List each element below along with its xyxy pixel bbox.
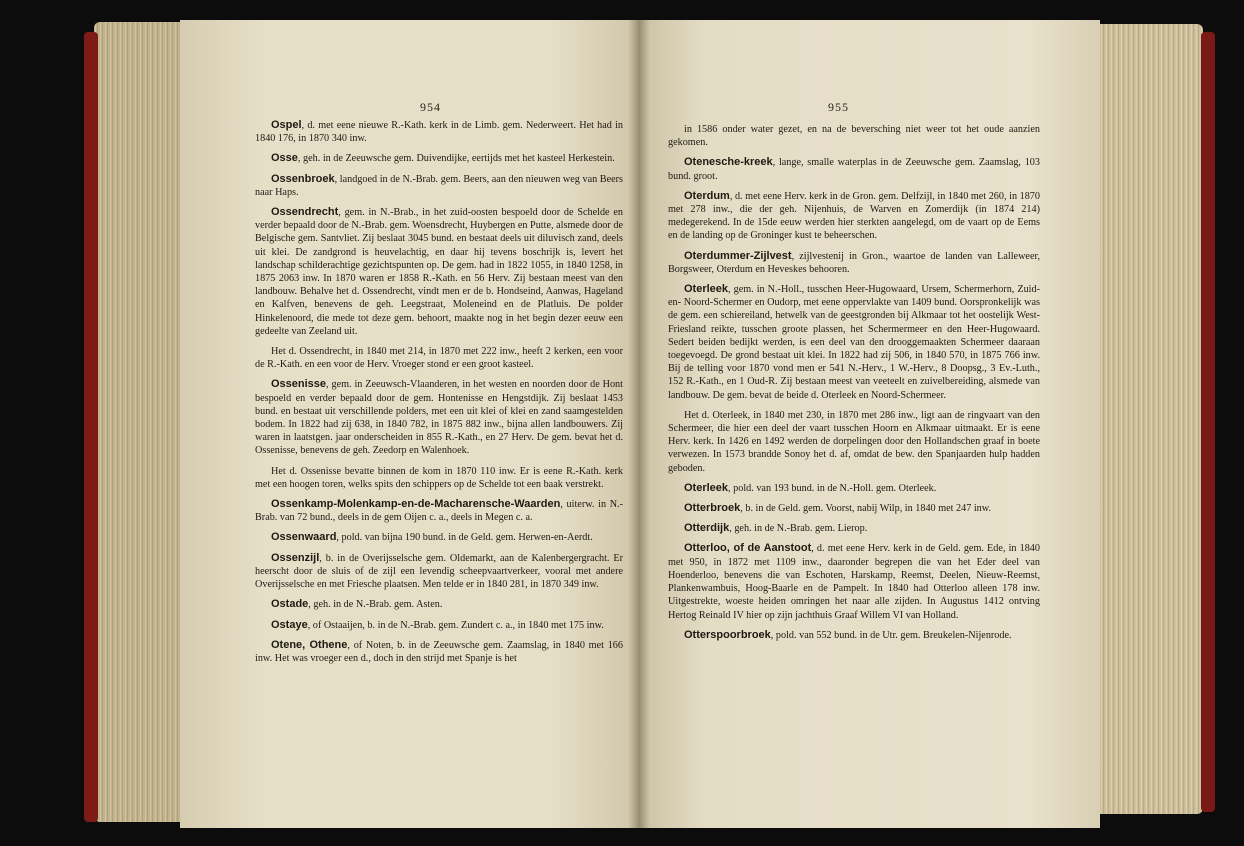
dictionary-entry: [668, 190, 1040, 243]
entry-text: , b. in de Geld. gem. Voorst, nabij Wilp, in 1840 met 247 inw.: [740, 503, 992, 515]
entry-headword: Oterleek: [684, 283, 729, 296]
dictionary-entry: [255, 378, 623, 457]
entry-text: , gem. in N.-Brab., in het zuid-oosten bespoeld door de Schelde en verder bepaald door de N.-Brab. gem. Woensdrecht, Huybergen en Putte, alsmede door de Belgische gem. Santvliet. Zij beslaat 3045 bund. en bestaat deels uit diluvisch zand, deels uit klei. De zandgrond is heuvelachtig, en daar hij tevens boschrijk is, levert het landschap schilderachtige gezichtspunten op. De gem. had in 1822 1055, in 1840 1258, in 1875 2063 inw. In 1870 waren er 1858 R.-Kath. en 56 Herv. Zij bestaan meest van den landbouw. Behalve het d. Ossendrecht, vindt men er de b. Hondseind, Aanwas, Hageland en Kalfven, benevens de geh. Leegstraat, Moleneind en de Platluis. De polder Hinkelenoord, die mede tot deze gem. behoort, maakte nog in het begin dezer eeuw een gedeelte van Zeeland uit.: [255, 207, 623, 337]
entry-text: , pold. van 193 bund. in de N.-Holl. gem. Oterleek.: [728, 482, 937, 494]
entry-text: , geh. in de N.-Brab. gem. Lierop.: [729, 523, 868, 535]
entry-text: , pold. van bijna 190 bund. in de Geld. gem. Herwen-en-Aerdt.: [336, 532, 593, 544]
dictionary-entry: [255, 531, 623, 544]
dictionary-entry: [668, 502, 1040, 515]
dictionary-entry: [668, 482, 1040, 495]
entry-headword: Otterspoorbroek: [684, 628, 771, 641]
right-page-edges: [1095, 24, 1203, 814]
entry-text: , landgoed in de N.-Brab. gem. Beers, aan den nieuwen weg van Beers naar Haps.: [255, 173, 623, 198]
right-page-number: 955: [828, 100, 849, 114]
entry-headword: Ossenkamp-Molenkamp-en-de-Macharensche-Waarden: [271, 498, 561, 511]
dictionary-entry: [255, 465, 623, 491]
entry-text: , of Ostaaijen, b. in de N.-Brab. gem. Zundert c. a., in 1840 met 175 inw.: [307, 619, 604, 631]
entry-headword: Ossendrecht: [271, 206, 339, 219]
entry-text: in 1586 onder water gezet, en na de beversching niet weer tot het oude aanzien gekomen.: [668, 124, 1040, 149]
right-page-text: [668, 123, 1040, 649]
entry-text: Het d. Oterleek, in 1840 met 230, in 1870 met 286 inw., ligt aan de ringvaart van den Schermeer, die hier een deel der vaart tusschen Hoorn en Alkmaar uitmaakt. Er is eene Herv. kerk. In 1426 en 1492 werden de dorpelingen door den Hollandschen graaf in boete verwezen. In 1573 brandde Sonoy het d. af, omdat de bew. den Spanjaarden hulp hadden geboden.: [668, 409, 1040, 474]
left-page-number: 954: [420, 100, 441, 114]
dictionary-entry: [255, 173, 623, 199]
entry-text: , of Noten, b. in de Zeeuwsche gem. Zaamslag, in 1840 met 166 inw. Het was vroeger een d., doch in den strijd met Spanje is het: [255, 639, 623, 664]
entry-headword: Ossenbroek: [271, 172, 335, 185]
entry-headword: Oterdum: [684, 189, 730, 202]
entry-headword: Otterbroek: [684, 502, 741, 515]
dictionary-entry: [255, 498, 623, 524]
dictionary-entry: [668, 409, 1040, 475]
entry-headword: Ossenisse: [271, 378, 327, 391]
entry-text: , uiterw. in N.-Brab. van 72 bund., deels in de gem Oijen c. a., deels in Megen c. a.: [255, 499, 623, 524]
dictionary-entry: [255, 639, 623, 665]
entry-text: , geh. in de Zeeuwsche gem. Duivendijke, eertijds met het kasteel Herkestein.: [297, 153, 615, 165]
right-page: [638, 20, 1100, 828]
entry-headword: Ospel: [271, 119, 302, 131]
dictionary-entry: [255, 552, 623, 592]
entry-text: , gem. in Zeeuwsch-Vlaanderen, in het westen en noorden door de Hont bespoeld en verder bepaald door de gem. Hontenisse en Hengstdijk. Zij beslaat 1453 bund. en bestaat uit verschillende polders, met een uit klei of klei en zand saamgestelden bodem. In 1822 had zij 638, in 1840 782, in 1875 882 inw., bijna allen landbouwers. Zij waren in laatstgen. jaar onderscheiden in 855 R.-Kath., en 27 Herv. De gem. bevat het d. Ossenisse, benevens de geh. Zeedorp en Walenhoek.: [255, 379, 623, 457]
entry-headword: Otterloo, of de Aanstoot: [684, 542, 812, 555]
book-gutter: [628, 20, 650, 828]
entry-text: , gem. in N.-Holl., tusschen Heer-Hugowaard, Ursem, Schermerhorn, Zuid- en- Noord-Schermer en Oudorp, met eene oppervlakte van 1409 bund. Oorspronkelijk was de gem. een schiereiland, hetwelk van de geestgronden bij Alkmaar tot het oostelijk West-Friesland reikte, tusschen groote plassen, het Schermermeer en den Heer-Hugowaard. Sedert beiden bedijkt werden, is een deel van den drooggemaakten Schermeer daaraan toegevoegd. De grond bestaat uit klei. In 1822 had zij 506, in 1840 570, in 1875 766 inw. Bij de telling voor 1870 vond men er 541 N.-Herv., 1 W.-Herv., 8 Doopsg., 3 Ev.-Luth., 152 R.-Kath., en 1 Oud-R. Zij bestaan meest van veeteelt en zuivelbereiding, alsmede van landbouw. De gem. bevat de beide d. Oterleek en Noord-Schermeer.: [668, 284, 1040, 401]
entry-headword: Otterdijk: [684, 522, 730, 535]
entry-text: , d. met eene Herv. kerk in de Geld. gem. Ede, in 1840 met 950, in 1872 met 1109 inw., daaronder begrepen die van het Eder deel van Hoenderloo, benevens die van Eschoten, Harskamp, Reemst, Deelen, Nieuw-Reemst, Plankenwambuis, Hoog-Baarle en de Pampelt. In 1840 had Otterloo alleen 178 inw. Uitgestrekte, woeste heiden omringen het naar alle zijden. In Augustus 1412 ontving Hertog Reinald IV hier op zijn jachthuis Graaf Willem VI van Holland.: [668, 543, 1040, 621]
entry-text: , b. in de Overijsselsche gem. Oldemarkt, aan de Kalenbergergracht. Er heerscht door de sluis of de zijl een levendig scheepvaartverkeer, vooral met andere Overijsselsche en met Friesche plaatsen. Men telde er in 1840 281, in 1870 349 inw.: [255, 552, 623, 591]
dictionary-entry: [668, 156, 1040, 182]
entry-headword: Osse: [271, 152, 298, 165]
entry-headword: Ostaye: [271, 618, 308, 631]
left-page-text: [255, 119, 623, 672]
entry-headword: Ossenzijl: [271, 551, 320, 564]
dictionary-entry: [255, 206, 623, 338]
entry-text: , lange, smalle waterplas in de Zeeuwsche gem. Zaamslag, 103 bund. groot.: [668, 157, 1040, 182]
dictionary-entry: [255, 152, 623, 165]
entry-headword: Otene, Othene: [271, 638, 348, 651]
dictionary-entry: [668, 250, 1040, 276]
entry-text: Het d. Ossendrecht, in 1840 met 214, in 1870 met 222 inw., heeft 2 kerken, een voor de R.-Kath. en een voor de Herv. Vroeger stond er een groot kasteel.: [255, 346, 623, 371]
left-page: [180, 20, 642, 828]
left-page-edges: [94, 22, 184, 822]
entry-text: Het d. Ossenisse bevatte binnen de kom in 1870 110 inw. Er is eene R.-Kath. kerk met een hoogen toren, welks spits den schippers op de Schelde tot een baak verstrekt.: [255, 465, 623, 490]
dictionary-entry: [255, 598, 623, 611]
entry-headword: Otenesche-kreek: [684, 156, 773, 169]
entry-text: , d. met eene nieuwe R.-Kath. kerk in de Limb. gem. Nederweert. Het had in 1840 176, in 1870 340 inw.: [255, 120, 623, 145]
entry-text: , geh. in de N.-Brab. gem. Asten.: [308, 599, 443, 611]
dictionary-entry: [668, 522, 1040, 535]
entry-text: , zijlvestenij in Gron., waartoe de landen van Lalleweer, Borgsweer, Oterdum en Heveskes behooren.: [668, 250, 1040, 275]
entry-text: , d. met eene Herv. kerk in de Gron. gem. Delfzijl, in 1840 met 260, in 1870 met 278 inw., die der geh. Nijenhuis, de Warven en Zomerdijk (in 1874 214) medegerekend. In de 15de eeuw werden hier sterkten aangelegd, om de vaart op de Eems en de landing op de Groninger kust te beheerschen.: [668, 190, 1040, 242]
entry-headword: Ossenwaard: [271, 531, 337, 544]
dictionary-entry: [668, 629, 1040, 642]
dictionary-entry: [255, 119, 623, 145]
entry-headword: Ostade: [271, 598, 309, 611]
entry-headword: Oterleek: [684, 481, 729, 494]
entry-text: , pold. van 552 bund. in de Utr. gem. Breukelen-Nijenrode.: [770, 629, 1012, 641]
entry-headword: Oterdummer-Zijlvest: [684, 249, 792, 262]
dictionary-entry: [255, 345, 623, 371]
dictionary-entry: [668, 542, 1040, 621]
dictionary-entry: [255, 619, 623, 632]
dictionary-entry: [668, 123, 1040, 149]
dictionary-entry: [668, 283, 1040, 402]
